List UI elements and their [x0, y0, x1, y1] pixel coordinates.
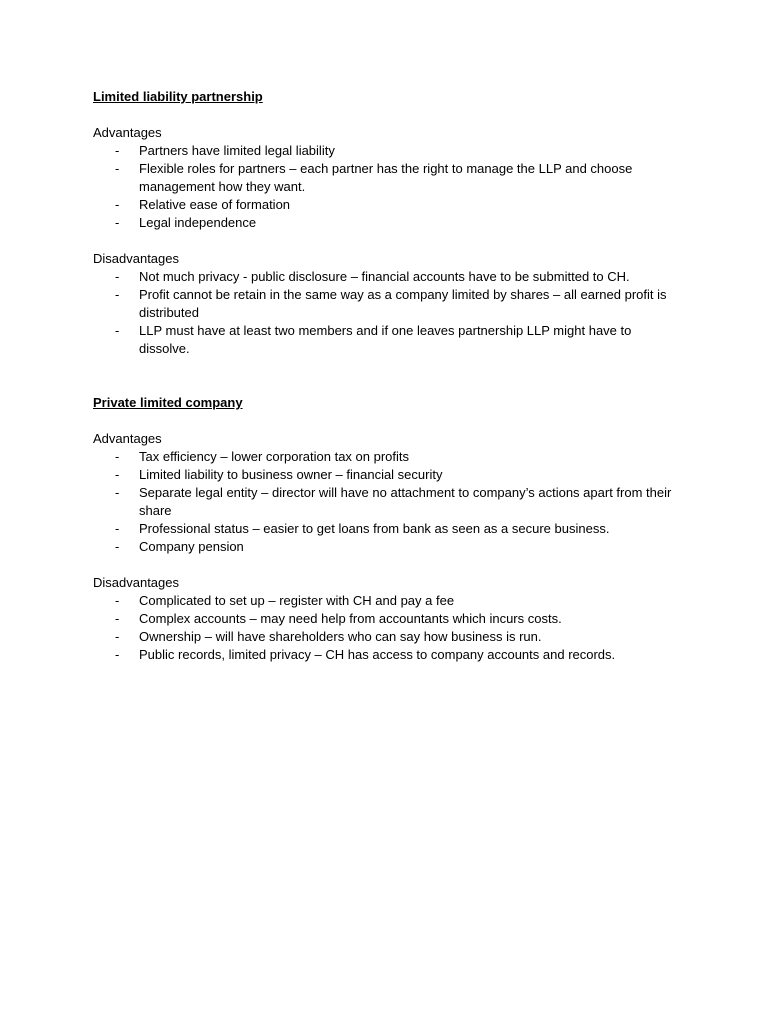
list-item: [93, 286, 679, 322]
list-item-text: Flexible roles for partners – each partner has the right to manage the LLP and choose management how they want.: [139, 161, 633, 194]
section-title-private-limited-company: Private limited company: [93, 395, 243, 410]
bullet-dash: -: [115, 629, 120, 644]
llp-advantages-list: [93, 142, 693, 232]
list-item: [93, 628, 679, 646]
bullet-dash: -: [115, 197, 120, 212]
list-item-text: Tax efficiency – lower corporation tax on profits: [139, 449, 410, 464]
list-item-text: Public records, limited privacy – CH has access to company accounts and records.: [139, 647, 616, 662]
bullet-dash: -: [115, 467, 120, 482]
bullet-dash: -: [115, 215, 120, 230]
list-item-text: Company pension: [139, 539, 244, 554]
bullet-dash: -: [115, 269, 120, 284]
llp-advantages-heading: Advantages: [93, 125, 162, 140]
bullet-dash: -: [115, 449, 120, 464]
list-item-text: Partners have limited legal liability: [139, 143, 335, 158]
list-item: [93, 268, 679, 286]
section-title-llp: Limited liability partnership: [93, 89, 263, 104]
plc-advantages-heading: Advantages: [93, 431, 162, 446]
section-llp: [93, 88, 693, 358]
bullet-dash: -: [115, 611, 120, 626]
bullet-dash: -: [115, 485, 120, 500]
list-item-text: LLP must have at least two members and if one leaves partnership LLP might have to dissolve.: [139, 323, 632, 356]
document-page: [93, 88, 693, 664]
list-item-text: Profit cannot be retain in the same way as a company limited by shares – all earned profit is distributed: [139, 287, 667, 320]
list-item: [93, 610, 679, 628]
list-item-text: Separate legal entity – director will have no attachment to company’s actions apart from their share: [139, 485, 672, 518]
plc-advantages-list: [93, 448, 693, 556]
bullet-dash: -: [115, 647, 120, 662]
list-item-text: Legal independence: [139, 215, 257, 230]
list-item: [93, 538, 679, 556]
list-item-text: Complicated to set up – register with CH and pay a fee: [139, 593, 455, 608]
list-item-text: Ownership – will have shareholders who can say how business is run.: [139, 629, 542, 644]
bullet-dash: -: [115, 593, 120, 608]
llp-disadvantages-heading: Disadvantages: [93, 251, 179, 266]
list-item: [93, 196, 679, 214]
list-item-text: Limited liability to business owner – financial security: [139, 467, 443, 482]
list-item-text: Relative ease of formation: [139, 197, 291, 212]
list-item-text: Professional status – easier to get loans from bank as seen as a secure business.: [139, 521, 610, 536]
list-item: [93, 448, 679, 466]
list-item: [93, 214, 679, 232]
list-item-text: Not much privacy - public disclosure – financial accounts have to be submitted to CH.: [139, 269, 630, 284]
spacer: [93, 106, 693, 124]
spacer: [93, 358, 693, 394]
plc-disadvantages-list: [93, 592, 693, 664]
spacer: [93, 556, 693, 574]
spacer: [93, 232, 693, 250]
bullet-dash: -: [115, 323, 120, 338]
list-item: [93, 484, 679, 520]
bullet-dash: -: [115, 161, 120, 176]
spacer: [93, 412, 693, 430]
list-item: [93, 646, 679, 664]
list-item: [93, 520, 679, 538]
list-item: [93, 160, 679, 196]
list-item: [93, 466, 679, 484]
list-item-text: Complex accounts – may need help from accountants which incurs costs.: [139, 611, 562, 626]
plc-disadvantages-heading: Disadvantages: [93, 575, 179, 590]
list-item: [93, 322, 679, 358]
llp-disadvantages-list: [93, 268, 693, 358]
list-item: [93, 142, 679, 160]
bullet-dash: -: [115, 143, 120, 158]
bullet-dash: -: [115, 287, 120, 302]
section-private-limited-company: [93, 394, 693, 664]
list-item: [93, 592, 679, 610]
bullet-dash: -: [115, 521, 120, 536]
bullet-dash: -: [115, 539, 120, 554]
